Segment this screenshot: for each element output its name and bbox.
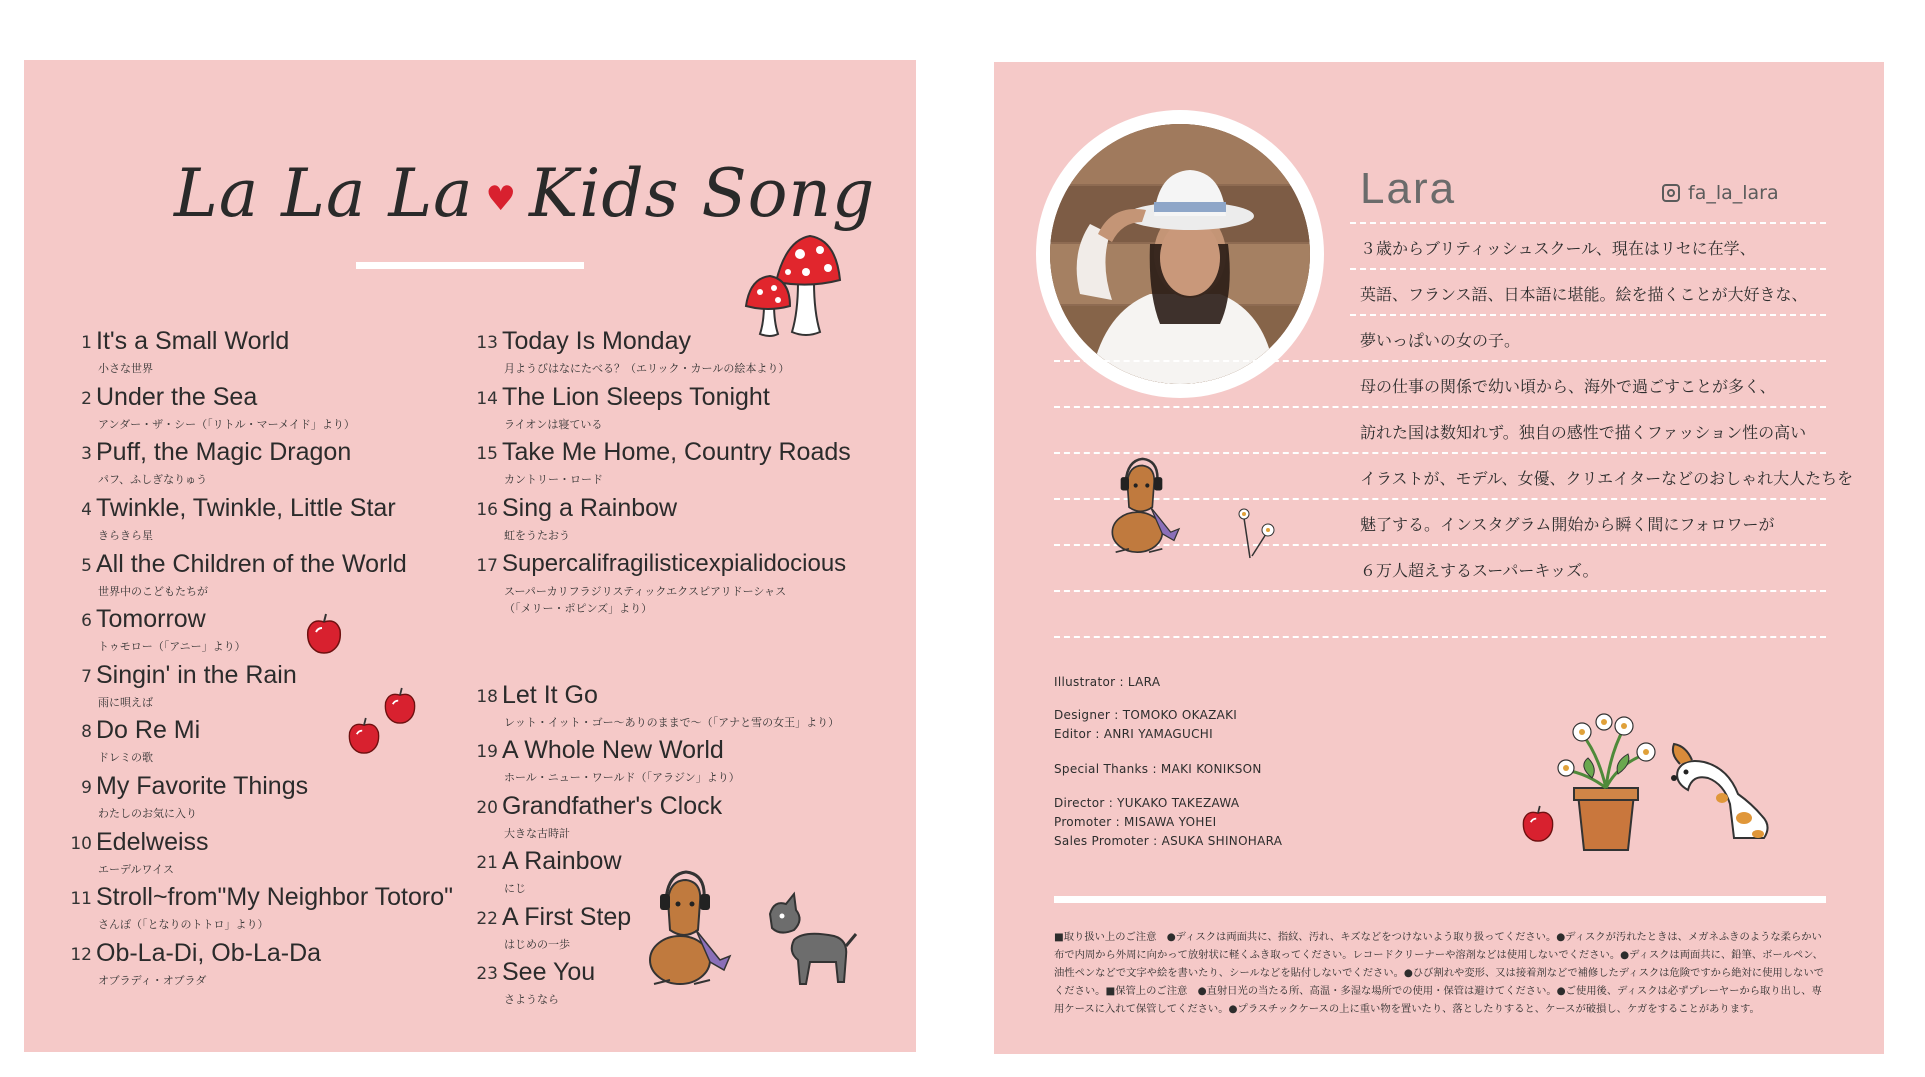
track-subtitle: にじ bbox=[504, 882, 526, 895]
apple-icon bbox=[304, 612, 344, 656]
track-number: 9 bbox=[81, 778, 92, 798]
track-number: 6 bbox=[81, 611, 92, 631]
track-title: A First Step bbox=[502, 903, 632, 931]
track-number: 16 bbox=[476, 500, 498, 520]
dog-icon bbox=[764, 890, 864, 990]
track-number: 19 bbox=[476, 742, 498, 762]
bio-divider bbox=[1054, 590, 1826, 592]
notes-divider bbox=[1054, 896, 1826, 903]
credit-line: Illustrator : LARA bbox=[1054, 675, 1161, 689]
track-subtitle: （「メリー・ポピンズ」より） bbox=[504, 602, 653, 615]
track-number: 14 bbox=[476, 389, 498, 409]
bio-text: 訪れた国は数知れず。独自の感性で描くファッション性の高い bbox=[1360, 423, 1807, 442]
track-subtitle: トゥモロー（「アニー」より） bbox=[98, 640, 246, 653]
track-number: 23 bbox=[476, 964, 498, 984]
album-title-left: La La La bbox=[174, 155, 474, 232]
track-number: 2 bbox=[81, 389, 92, 409]
track-number: 4 bbox=[81, 500, 92, 520]
track-subtitle: わたしのお気に入り bbox=[98, 807, 197, 820]
track-title: Edelweiss bbox=[96, 828, 209, 856]
bio-text: 魅了する。インスタグラム開始から瞬く間にフォロワーが bbox=[1360, 515, 1775, 534]
credit-line: Director : YUKAKO TAKEZAWA bbox=[1054, 796, 1240, 810]
track-subtitle: アンダー・ザ・シー（「リトル・マーメイド」より） bbox=[98, 418, 355, 431]
track-number: 5 bbox=[81, 556, 92, 576]
tracklist-panel bbox=[24, 60, 916, 1052]
track-subtitle: 大きな古時計 bbox=[504, 827, 570, 840]
track-number: 20 bbox=[476, 798, 498, 818]
instagram-icon bbox=[1662, 184, 1680, 202]
heart-icon: ♥ bbox=[485, 179, 517, 219]
bio-text: ３歳からブリティッシュスクール、現在はリセに在学、 bbox=[1360, 239, 1756, 258]
track-title: Supercalifragilisticexpialidocious bbox=[502, 550, 847, 577]
bio-divider bbox=[1054, 636, 1826, 638]
track-number: 22 bbox=[476, 909, 498, 929]
instagram-username: fa_la_lara bbox=[1688, 182, 1779, 204]
bio-text: イラストが、モデル、女優、クリエイターなどのおしゃれ大人たちを bbox=[1360, 469, 1854, 488]
track-subtitle: 月ようびはなにたべる？（エリック・カールの絵本より） bbox=[504, 362, 790, 375]
track-title: Tomorrow bbox=[96, 605, 206, 633]
dog-with-headphones-icon bbox=[640, 860, 760, 990]
track-title: All the Children of the World bbox=[96, 550, 407, 578]
track-title: My Favorite Things bbox=[96, 772, 309, 800]
track-number: 21 bbox=[476, 853, 498, 873]
track-title: Twinkle, Twinkle, Little Star bbox=[96, 494, 396, 522]
track-number: 10 bbox=[70, 834, 92, 854]
spotted-dog-icon bbox=[1668, 734, 1784, 850]
flower-icon bbox=[1230, 498, 1290, 562]
track-number: 7 bbox=[81, 667, 92, 687]
bio-divider bbox=[1350, 268, 1826, 270]
track-title: Singin' in the Rain bbox=[96, 661, 297, 689]
apple-icon bbox=[382, 686, 418, 726]
track-title: Sing a Rainbow bbox=[502, 494, 678, 522]
bio-text: 母の仕事の関係で幼い頃から、海外で過ごすことが多く、 bbox=[1360, 377, 1776, 396]
track-title: Ob-La-Di, Ob-La-Da bbox=[96, 939, 322, 967]
bio-text: ６万人超えするスーパーキッズ。 bbox=[1360, 561, 1599, 580]
track-title: It's a Small World bbox=[96, 327, 290, 355]
mushroom-icon bbox=[740, 222, 860, 342]
track-title: A Whole New World bbox=[502, 736, 724, 764]
track-subtitle: オブラディ・オブラダ bbox=[98, 974, 207, 987]
album-title bbox=[174, 155, 876, 232]
track-subtitle: カントリー・ロード bbox=[504, 473, 603, 486]
credit-line: Editor : ANRI YAMAGUCHI bbox=[1054, 727, 1213, 741]
track-title: Today Is Monday bbox=[502, 327, 691, 355]
track-subtitle: ホール・ニュー・ワールド（「アラジン」より） bbox=[504, 771, 740, 784]
track-subtitle: 世界中のこどもたちが bbox=[98, 585, 208, 598]
track-title: Stroll~from"My Neighbor Totoro" bbox=[96, 883, 454, 911]
credit-line: Sales Promoter : ASUKA SHINOHARA bbox=[1054, 834, 1283, 848]
track-title: Let It Go bbox=[502, 681, 598, 709]
track-number: 13 bbox=[476, 333, 498, 353]
track-number: 1 bbox=[81, 333, 92, 353]
credit-line: Promoter : MISAWA YOHEI bbox=[1054, 815, 1217, 829]
track-number: 8 bbox=[81, 722, 92, 742]
track-subtitle: 雨に唄えば bbox=[98, 696, 153, 709]
track-subtitle: ドレミの歌 bbox=[98, 751, 153, 764]
track-subtitle: パフ、ふしぎなりゅう bbox=[98, 473, 208, 486]
track-title: See You bbox=[502, 958, 596, 986]
album-title-right: Kids Song bbox=[528, 155, 876, 232]
track-subtitle: エーデルワイス bbox=[98, 863, 175, 876]
track-title: Under the Sea bbox=[96, 383, 258, 411]
artist-name: Lara bbox=[1360, 164, 1457, 213]
track-number: 11 bbox=[70, 889, 92, 909]
track-number: 3 bbox=[81, 444, 92, 464]
bio-text: 夢いっぱいの女の子。 bbox=[1360, 331, 1521, 350]
title-underline bbox=[356, 262, 584, 269]
track-subtitle: はじめの一歩 bbox=[504, 938, 570, 951]
track-subtitle: レット・イット・ゴー～ありのままで～（「アナと雪の女王」より） bbox=[504, 716, 840, 729]
track-number: 12 bbox=[70, 945, 92, 965]
track-title: Puff, the Magic Dragon bbox=[96, 438, 352, 466]
dog-with-headphones-icon bbox=[1104, 438, 1204, 568]
artist-photo bbox=[1050, 124, 1310, 384]
track-number: 15 bbox=[476, 444, 498, 464]
track-title: Take Me Home, Country Roads bbox=[502, 438, 851, 466]
girl-with-hat-photo bbox=[1050, 124, 1310, 384]
credit-line: Designer : TOMOKO OKAZAKI bbox=[1054, 708, 1238, 722]
handling-notes: ■取り扱い上のご注意 ●ディスクは両面共に、指紋、汚れ、キズなどをつけないよう取り扱ってください。●ディスクが汚れたときは、メガネふきのような柔らかい布で内周から外周に向かって放射状に軽くふき取ってください。レコードクリーナーや溶剤などは使用しないでください。●ディスクは両面共に、鉛筆、ボールペン、油性ペンなどで文字や絵を書いたり、シールなどを貼付しないでください。●ひび割れや変形、又は接着剤などで補修したディスクは危険ですから絶対に使用しないでください。■保管上のご注意 ●直射日光の当たる所、高温・多湿な場所での使用・保管は避けてください。●ご使用後、ディスクは必ずプレーヤーから取り出し、専用ケースに入れて保管してください。●プラスチックケースの上に重い物を置いたり、落としたりすると、ケースが破損し、ケガをすることがあります。 bbox=[1054, 931, 1824, 1015]
track-subtitle: ライオンは寝ている bbox=[504, 418, 603, 431]
track-subtitle: きらきら星 bbox=[98, 529, 153, 542]
track-title: The Lion Sleeps Tonight bbox=[502, 383, 770, 411]
track-subtitle: 虹をうたおう bbox=[504, 529, 570, 542]
track-number: 18 bbox=[476, 687, 498, 707]
bio-divider bbox=[1054, 406, 1826, 408]
bio-divider bbox=[1054, 360, 1826, 362]
bio-divider bbox=[1350, 222, 1826, 224]
flower-pot-icon bbox=[1548, 704, 1664, 854]
track-subtitle: スーパーカリフラジリスティックエクスピアリドーシャス bbox=[504, 585, 787, 598]
track-title: Grandfather's Clock bbox=[502, 792, 723, 820]
bio-divider bbox=[1350, 314, 1826, 316]
track-title: A Rainbow bbox=[502, 847, 622, 875]
apple-icon bbox=[346, 716, 382, 756]
track-subtitle: さようなら bbox=[504, 993, 559, 1006]
track-title: Do Re Mi bbox=[96, 716, 201, 744]
bio-text: 英語、フランス語、日本語に堪能。絵を描くことが大好きな、 bbox=[1360, 285, 1808, 304]
instagram-handle[interactable] bbox=[1662, 182, 1779, 204]
credit-line: Special Thanks : MAKI KONIKSON bbox=[1054, 762, 1262, 776]
track-number: 17 bbox=[476, 556, 498, 576]
profile-panel bbox=[994, 62, 1884, 1054]
track-subtitle: さんぽ（「となりのトトロ」より） bbox=[98, 918, 269, 931]
track-subtitle: 小さな世界 bbox=[98, 362, 153, 375]
